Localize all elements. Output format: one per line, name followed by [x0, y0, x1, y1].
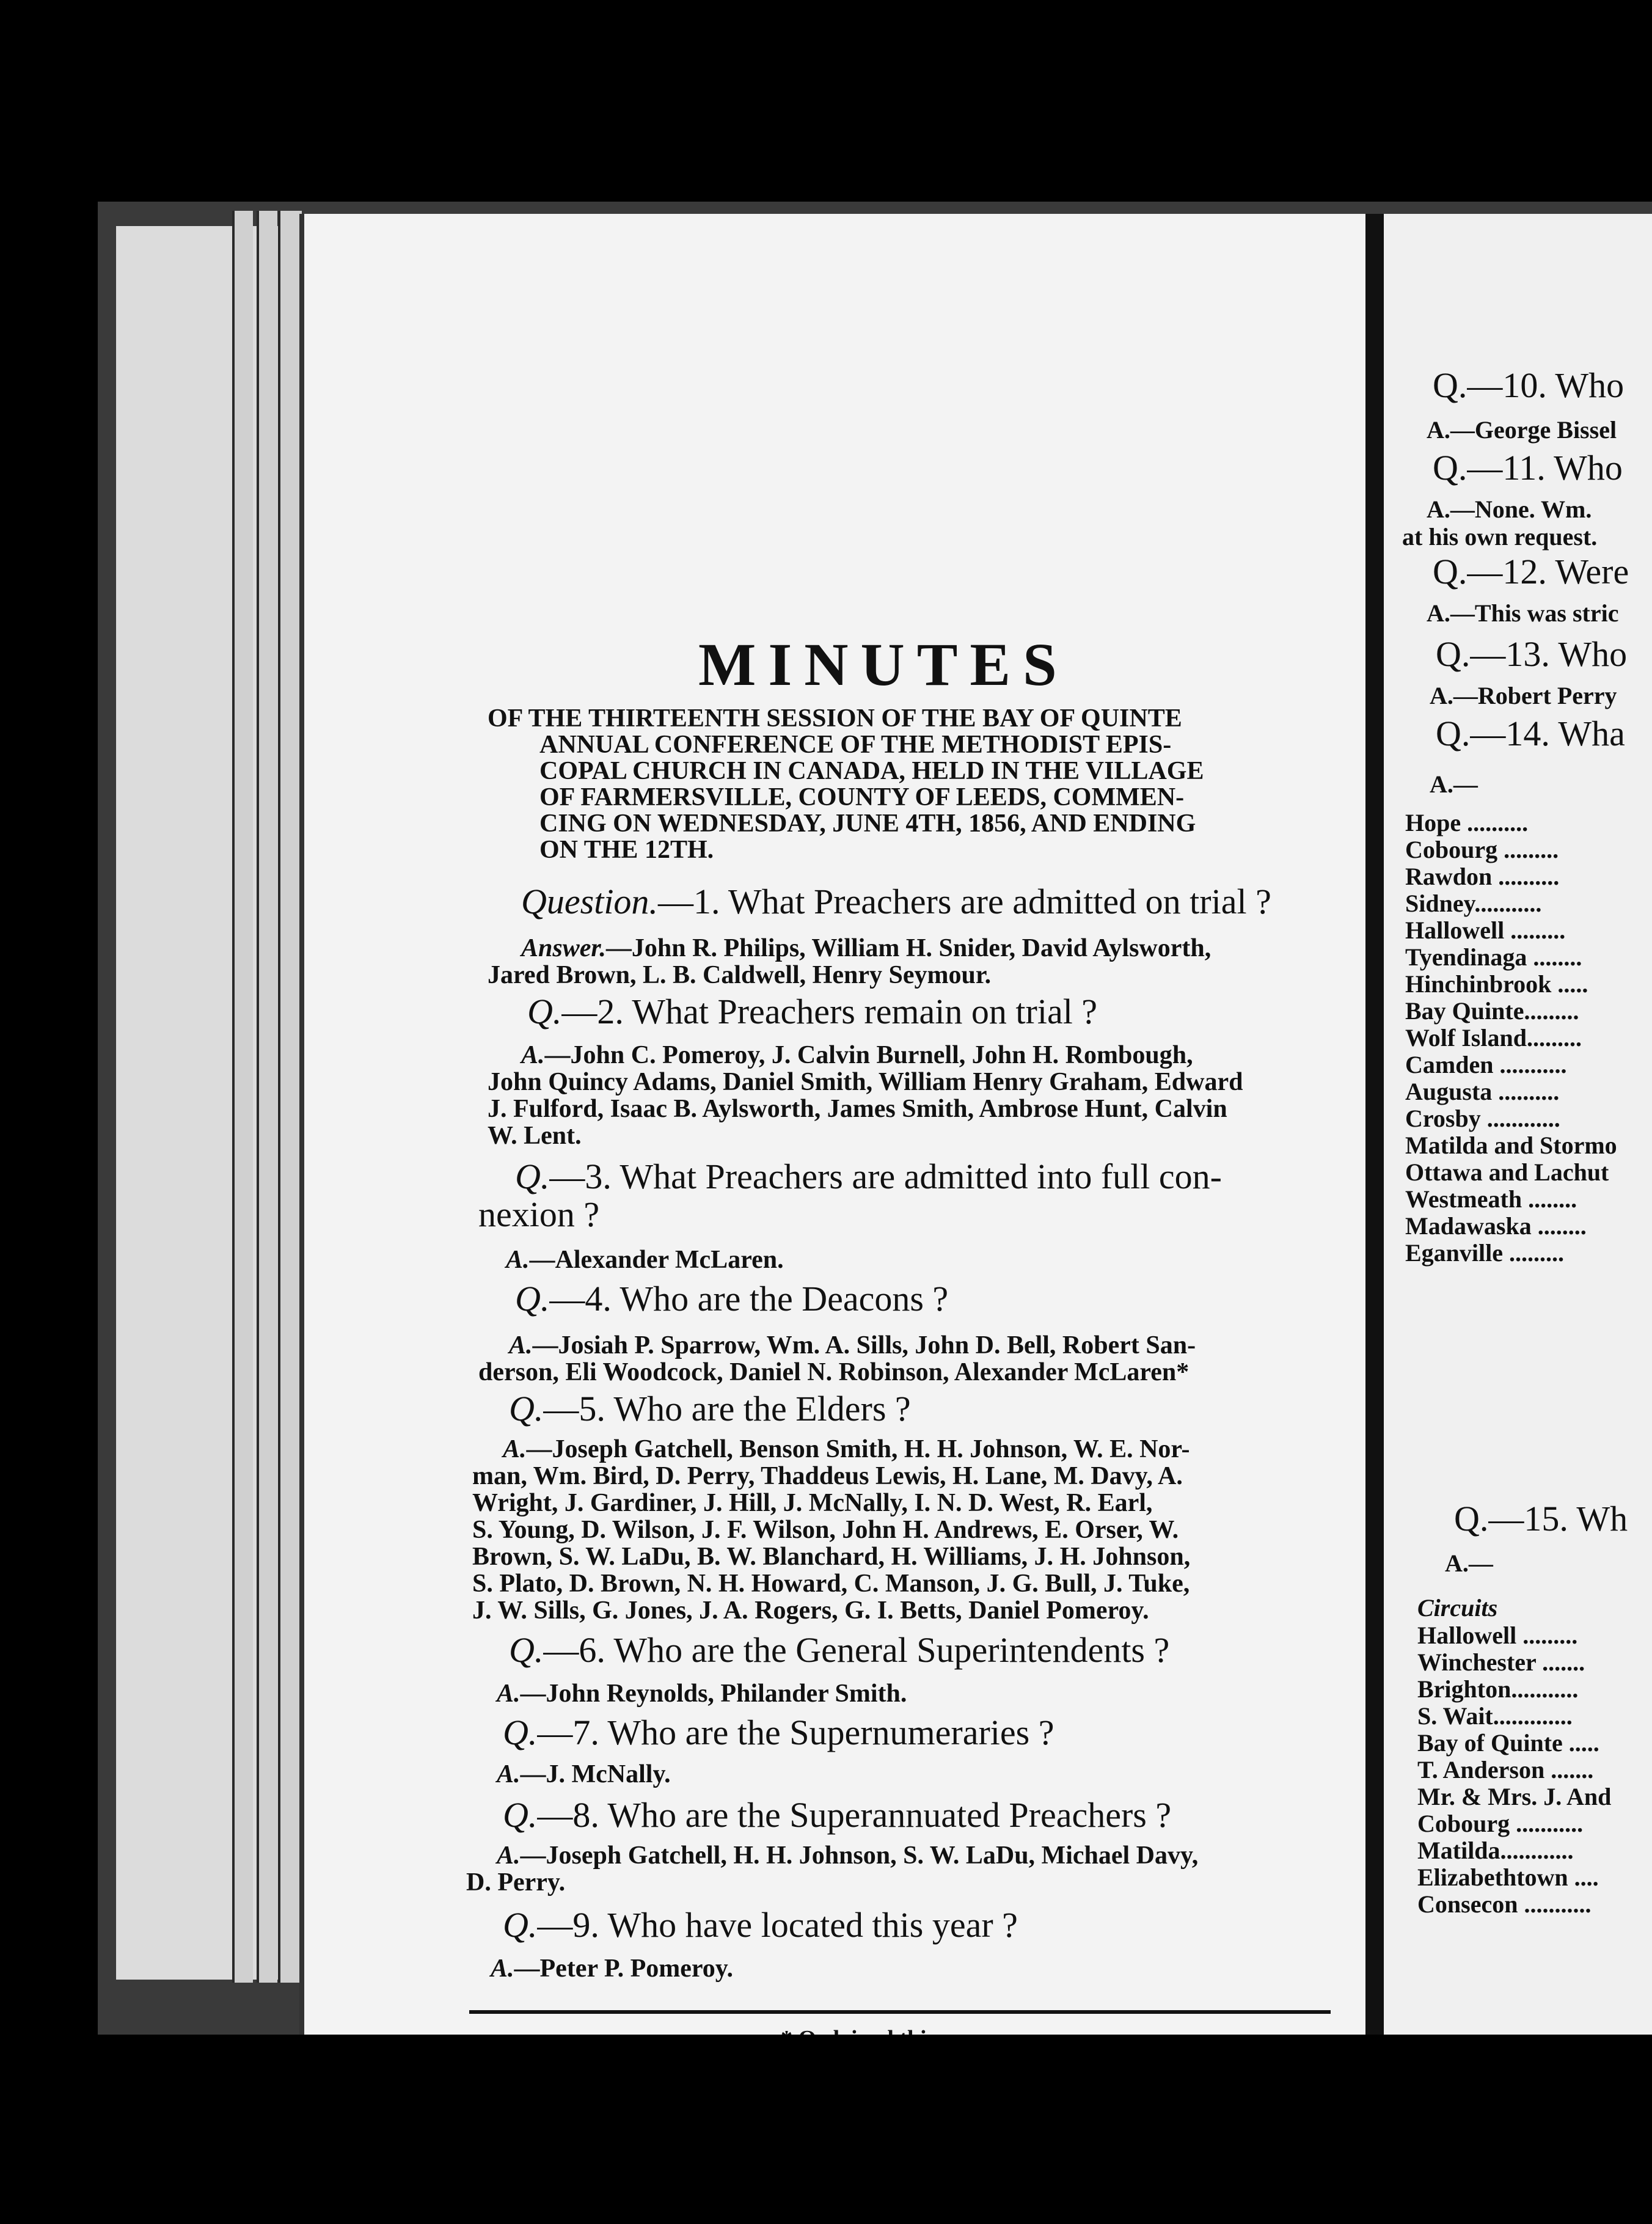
answer-line: —Josiah P. Sparrow, Wm. A. Sills, John D. Bell, Robert San-: [532, 1331, 1196, 1359]
station-item: Bay Quinte.........: [1405, 997, 1579, 1025]
right-question: Q.—12. Were: [1433, 552, 1629, 591]
right-answer: A.—Robert Perry: [1430, 682, 1617, 709]
right-page: [1384, 214, 1652, 2108]
answer-line: man, Wm. Bird, D. Perry, Thaddeus Lewis, H. Lane, M. Davy, A.: [472, 1462, 1183, 1490]
right-question: Q.—11. Who: [1433, 448, 1623, 488]
answer-5: [503, 1436, 1190, 1463]
circuits-label: Circuits: [1417, 1594, 1498, 1622]
question-3: [515, 1158, 1222, 1196]
station-item: Wolf Island.........: [1405, 1024, 1582, 1052]
question-text: Who are the Supernumeraries ?: [607, 1713, 1054, 1752]
station-item: Tyendinaga ........: [1405, 943, 1582, 971]
question-5: [509, 1390, 911, 1428]
answer-line: —Peter P. Pomeroy.: [514, 1955, 733, 1983]
dark-background-top: [0, 0, 1652, 202]
answer-line: W. Lent.: [488, 1122, 582, 1150]
answer-line: Jared Brown, L. B. Caldwell, Henry Seymour.: [488, 961, 992, 989]
answer-label: A.: [497, 1680, 521, 1708]
answer-label: A.: [497, 1760, 521, 1788]
question-number: —6.: [543, 1630, 605, 1670]
circuit-item: Elizabethtown ....: [1417, 1864, 1599, 1891]
page-title: MINUTES: [698, 631, 1069, 698]
question-text: Who are the Elders ?: [613, 1389, 911, 1428]
station-item: Crosby ............: [1405, 1105, 1560, 1132]
station-item: Cobourg .........: [1405, 836, 1559, 863]
answer-9: [491, 1955, 733, 1982]
right-answer: at his own request.: [1402, 523, 1598, 551]
station-item: Hinchinbrook .....: [1405, 970, 1588, 998]
answer-7: [497, 1761, 671, 1788]
answer-line: derson, Eli Woodcock, Daniel N. Robinson, Alexander McLaren*: [478, 1358, 1190, 1386]
question-4: [515, 1280, 948, 1318]
question-text: Who are the Superannuated Preachers ?: [607, 1795, 1172, 1835]
page-stack-edge: [257, 211, 277, 1983]
question-label: Q.: [503, 1795, 538, 1835]
question-text: Who are the General Superintendents ?: [613, 1630, 1170, 1670]
question-label: Q.: [515, 1157, 550, 1196]
answer-3: [506, 1246, 784, 1273]
answer-label: A.: [497, 1842, 521, 1870]
answer-line: Wright, J. Gardiner, J. Hill, J. McNally, I. N. D. West, R. Earl,: [472, 1489, 1153, 1517]
station-item: Camden ...........: [1405, 1051, 1567, 1078]
right-answer: A.—None. Wm.: [1427, 496, 1592, 523]
book-gutter: [1365, 214, 1384, 2108]
question-6: [509, 1631, 1169, 1669]
question-number: —7.: [537, 1713, 599, 1752]
answer-line: John Quincy Adams, Daniel Smith, William Henry Graham, Edward: [488, 1068, 1243, 1096]
question-text: What Preachers remain on trial ?: [632, 992, 1098, 1031]
question-number: —8.: [537, 1795, 599, 1835]
circuit-item: Cobourg ...........: [1417, 1810, 1584, 1837]
question-text-continued: nexion ?: [478, 1194, 600, 1234]
question-label: Q.: [503, 1713, 538, 1752]
question-number: —5.: [543, 1389, 605, 1428]
dark-background-bottom: [0, 2035, 1652, 2224]
answer-line: —Joseph Gatchell, H. H. Johnson, S. W. LaDu, Michael Davy,: [520, 1842, 1199, 1870]
station-item: Augusta ..........: [1405, 1078, 1560, 1105]
circuit-item: Matilda............: [1417, 1837, 1574, 1864]
station-item: Hope ..........: [1405, 809, 1529, 836]
answer-2: [521, 1042, 1193, 1069]
question-1: [521, 883, 1271, 921]
page-stack-edge: [278, 211, 302, 1983]
answer-line: —John C. Pomeroy, J. Calvin Burnell, John H. Rombough,: [544, 1041, 1193, 1069]
answer-4: [509, 1332, 1196, 1359]
subtitle-line: OF FARMERSVILLE, COUNTY OF LEEDS, COMMEN-: [539, 783, 1185, 811]
left-page: [299, 214, 1370, 2108]
question-text: What Preachers are admitted on trial ?: [728, 882, 1271, 921]
answer-line: S. Young, D. Wilson, J. F. Wilson, John H. Andrews, E. Orser, W.: [472, 1516, 1179, 1544]
station-item: Matilda and Stormo: [1405, 1132, 1617, 1159]
circuit-item: Bay of Quinte .....: [1417, 1729, 1599, 1757]
answer-line: D. Perry.: [466, 1868, 566, 1897]
station-item: Madawaska ........: [1405, 1212, 1587, 1240]
answer-line: J. Fulford, Isaac B. Aylsworth, James Smith, Ambrose Hunt, Calvin: [488, 1095, 1227, 1123]
question-number: —2.: [561, 992, 624, 1031]
answer-line: —Joseph Gatchell, Benson Smith, H. H. Johnson, W. E. Nor-: [526, 1435, 1190, 1463]
right-question: Q.—14. Wha: [1436, 714, 1625, 753]
question-label: Q.: [509, 1389, 544, 1428]
question-number: —9.: [537, 1905, 599, 1945]
circuit-item: Mr. & Mrs. J. And: [1417, 1783, 1612, 1810]
right-answer: A.—This was stric: [1427, 599, 1619, 627]
answer-6: [497, 1680, 907, 1707]
answer-line: —J. McNally.: [520, 1760, 671, 1788]
circuit-item: Winchester .......: [1417, 1648, 1585, 1676]
question-label: Question.: [521, 882, 658, 921]
right-question: Q.—15. Wh: [1454, 1499, 1628, 1538]
subtitle-line: CING ON WEDNESDAY, JUNE 4TH, 1856, AND ENDING: [539, 810, 1196, 838]
answer-line: S. Plato, D. Brown, N. H. Howard, C. Manson, J. G. Bull, J. Tuke,: [472, 1570, 1190, 1598]
question-label: Q.: [509, 1630, 544, 1670]
question-label: Q.: [503, 1905, 538, 1945]
station-item: Eganville .........: [1405, 1239, 1565, 1267]
station-item: Sidney...........: [1405, 890, 1542, 917]
circuit-item: S. Wait.............: [1417, 1702, 1573, 1730]
circuit-item: Brighton...........: [1417, 1675, 1579, 1703]
right-question: Q.—10. Who: [1433, 365, 1625, 405]
station-item: Hallowell .........: [1405, 916, 1566, 944]
answer-label: A.: [503, 1435, 527, 1463]
answer-8: [497, 1842, 1198, 1869]
answer-label: A.: [521, 1041, 545, 1069]
right-answer: A.—George Bissel: [1427, 416, 1617, 444]
answer-line: J. W. Sills, G. Jones, J. A. Rogers, G. I. Betts, Daniel Pomeroy.: [472, 1597, 1149, 1625]
station-item: Westmeath ........: [1405, 1185, 1577, 1213]
question-text: Who have located this year ?: [607, 1905, 1018, 1945]
question-text: Who are the Deacons ?: [620, 1279, 949, 1319]
question-number: —4.: [549, 1279, 612, 1319]
right-question: Q.—13. Who: [1436, 634, 1628, 674]
answer-line: —Alexander McLaren.: [529, 1246, 784, 1274]
question-2: [527, 993, 1097, 1031]
question-label: Q.: [527, 992, 562, 1031]
answer-1: [521, 935, 1211, 962]
answer-label: Answer.: [521, 934, 606, 962]
question-label: Q.: [515, 1279, 550, 1319]
question-9: [503, 1906, 1018, 1944]
right-answer: A.—: [1430, 770, 1478, 798]
station-item: Ottawa and Lachut: [1405, 1158, 1609, 1186]
subtitle-line: ANNUAL CONFERENCE OF THE METHODIST EPIS-: [539, 731, 1172, 759]
footnote-rule: [469, 2010, 1331, 2014]
subtitle-line: OF THE THIRTEENTH SESSION OF THE BAY OF QUINTE: [488, 704, 1182, 733]
answer-label: A.: [506, 1246, 530, 1274]
question-7: [503, 1714, 1054, 1752]
circuit-item: T. Anderson .......: [1417, 1756, 1594, 1783]
answer-line: —John R. Philips, William H. Snider, David Aylsworth,: [605, 934, 1212, 962]
question-number: —3.: [549, 1157, 612, 1196]
answer-label: A.: [509, 1331, 533, 1359]
question-text: What Preachers are admitted into full con-: [620, 1157, 1222, 1196]
answer-label: A.: [491, 1955, 514, 1983]
circuit-item: Hallowell .........: [1417, 1622, 1578, 1649]
page-stack-edge: [232, 211, 253, 1983]
circuit-item: Consecon ...........: [1417, 1890, 1592, 1918]
station-item: Rawdon ..........: [1405, 863, 1560, 890]
right-answer: A.—: [1445, 1549, 1493, 1577]
question-8: [503, 1796, 1171, 1834]
question-number: —1.: [657, 882, 720, 921]
subtitle-line: COPAL CHURCH IN CANADA, HELD IN THE VILLAGE: [539, 757, 1204, 785]
answer-line: —John Reynolds, Philander Smith.: [520, 1680, 907, 1708]
answer-line: Brown, S. W. LaDu, B. W. Blanchard, H. Williams, J. H. Johnson,: [472, 1543, 1191, 1571]
subtitle-line: ON THE 12TH.: [539, 836, 714, 864]
